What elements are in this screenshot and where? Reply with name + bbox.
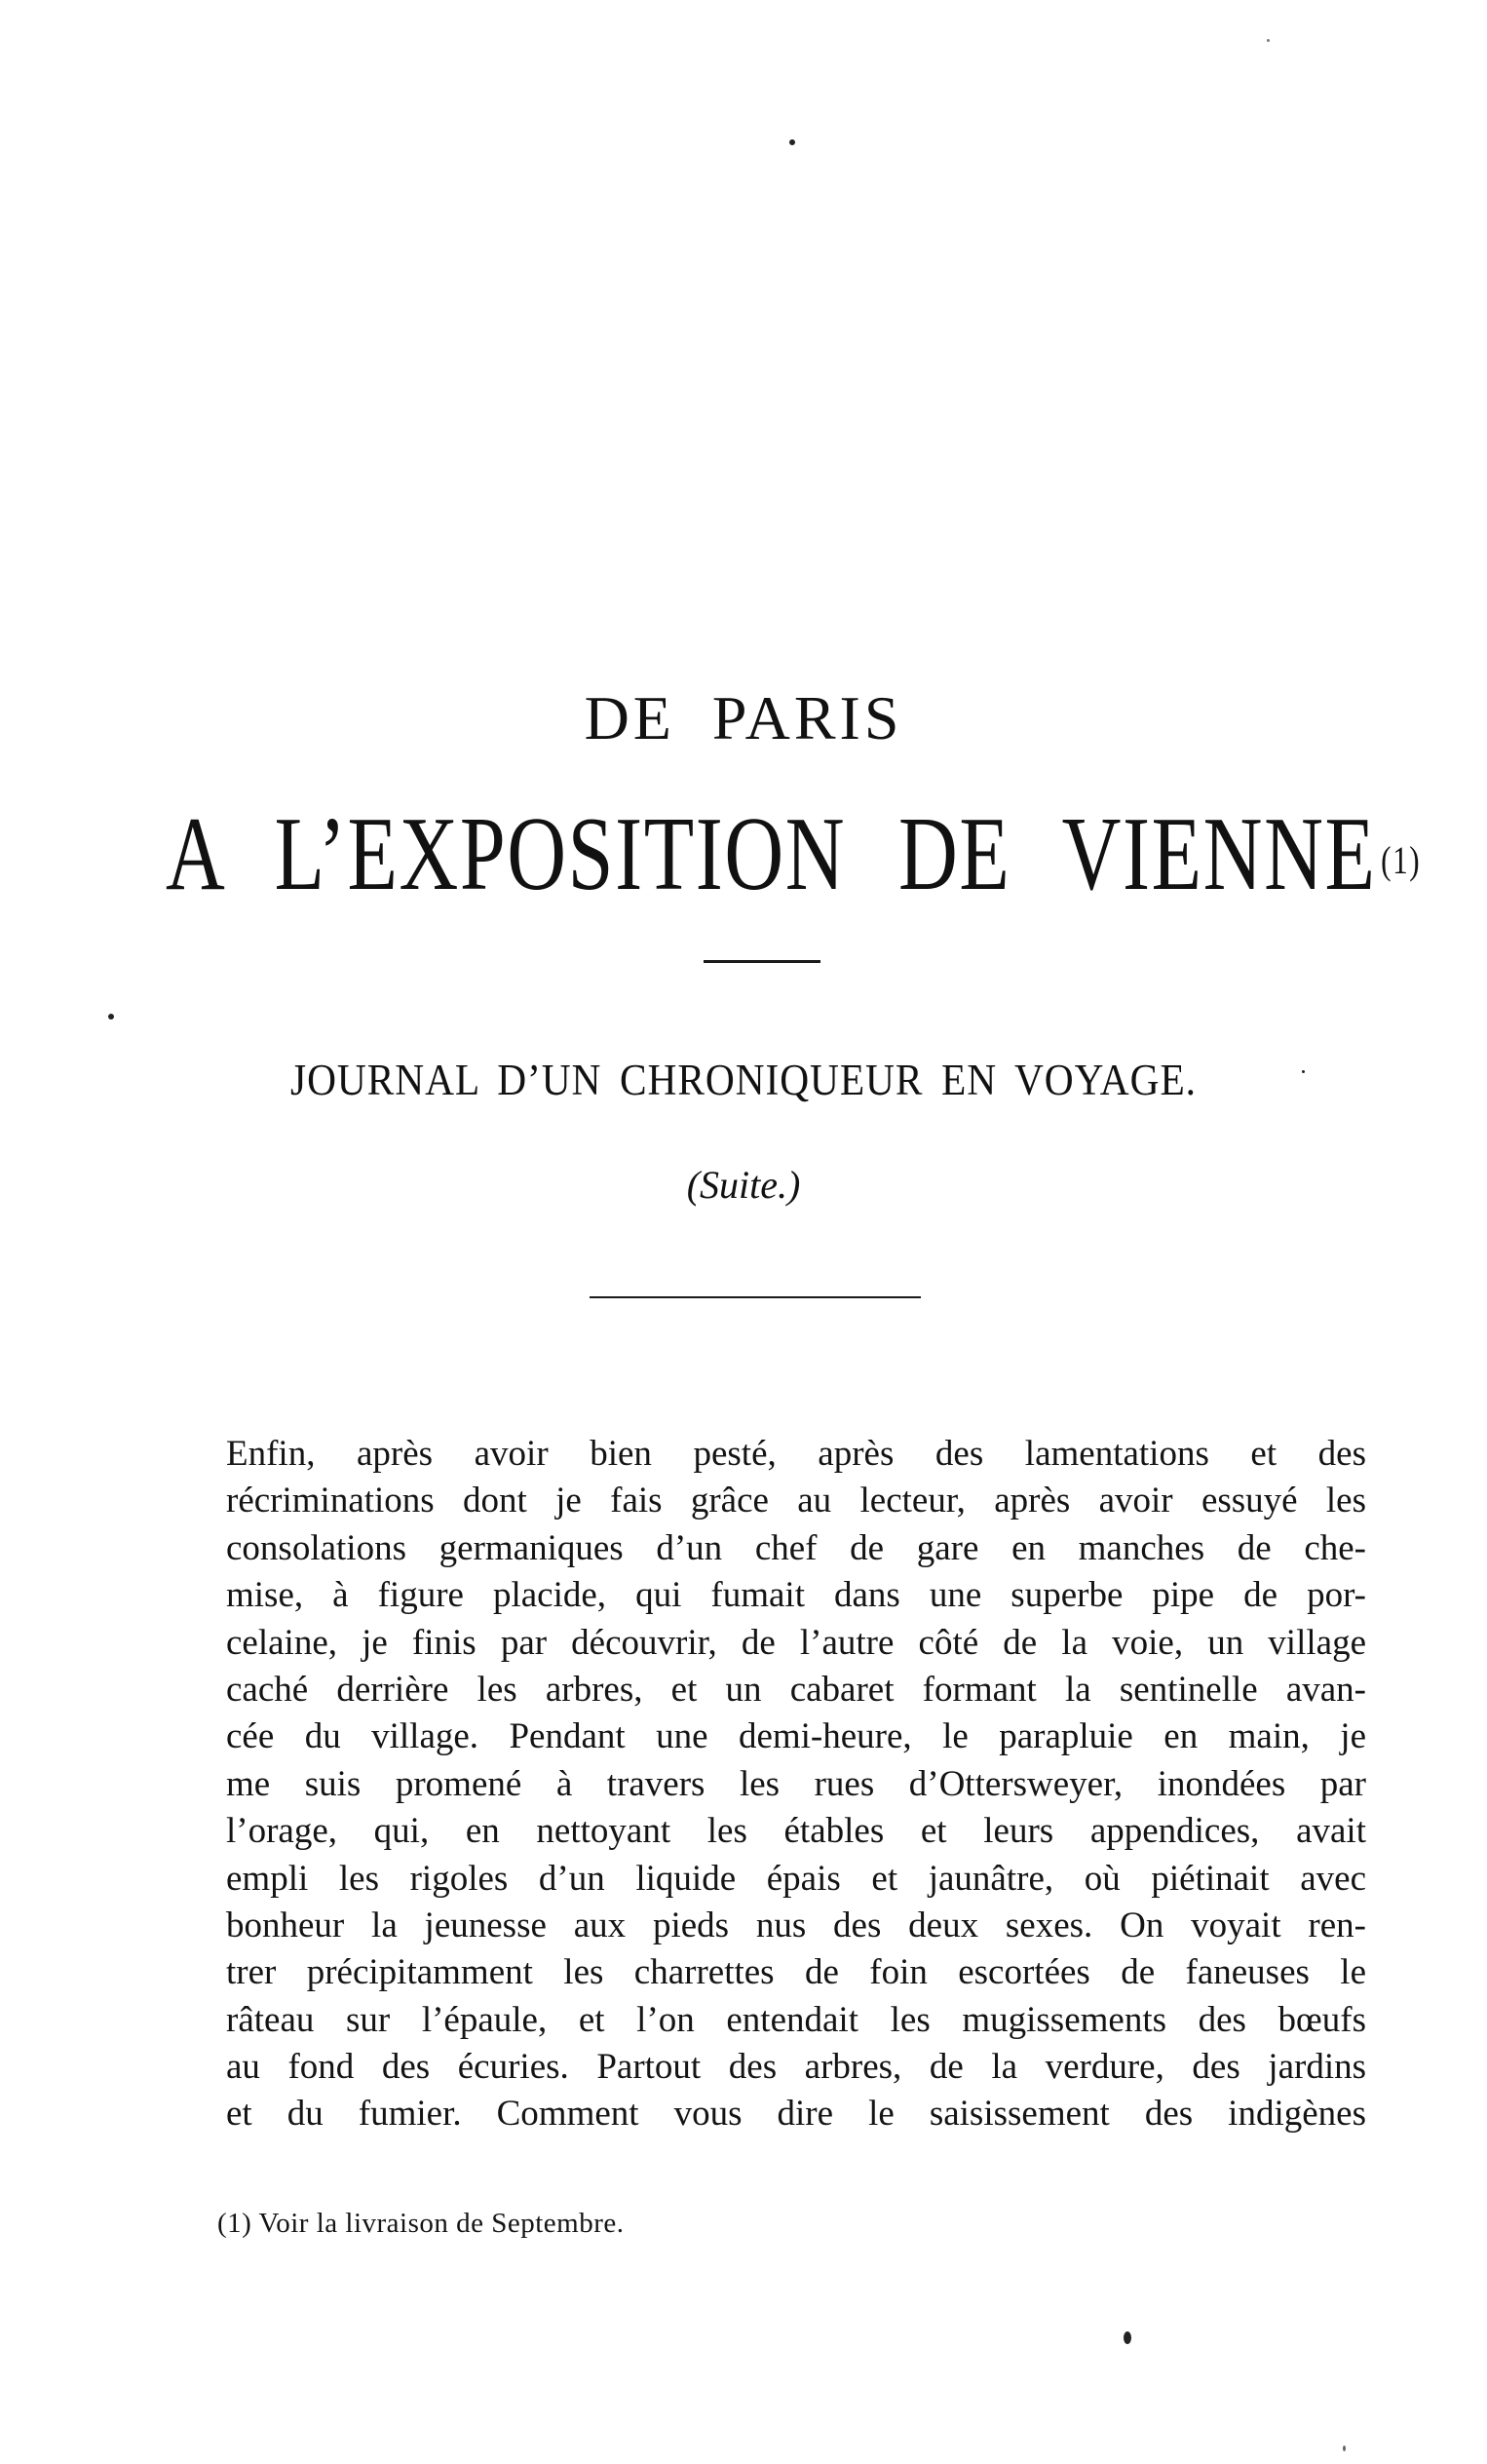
continuation-label: [0, 1162, 1487, 1208]
body-line: consolations germaniques d’un chef de gare en manches de che-: [226, 1527, 1366, 1568]
ink-speck: [1267, 39, 1270, 42]
long-divider-rule: [590, 1296, 921, 1298]
ink-speck: [789, 139, 795, 145]
ink-speck: [1302, 1070, 1305, 1073]
body-line: récriminations dont je fais grâce au lecteur, après avoir essuyé les: [226, 1481, 1366, 1521]
body-line: trer précipitamment les charrettes de foin escortées de faneuses le: [226, 1952, 1366, 1993]
body-line: Enfin, après avoir bien pesté, après des lamentations et des: [226, 1434, 1366, 1474]
body-line: empli les rigoles d’un liquide épais et jaunâtre, où piétinait avec: [226, 1858, 1366, 1899]
body-line: cée du village. Pendant une demi-heure, le parapluie en main, je: [226, 1716, 1366, 1757]
body-line: caché derrière les arbres, et un cabaret formant la sentinelle avan-: [226, 1669, 1366, 1710]
short-divider-rule: [704, 960, 820, 963]
continuation-text: (Suite.): [686, 1163, 801, 1207]
footnote: (1) Voir la livraison de Septembre.: [217, 2208, 625, 2239]
ink-speck: [1343, 2445, 1346, 2451]
body-paragraph: [226, 1431, 1366, 2138]
ink-speck: [1124, 2331, 1131, 2344]
subtitle: JOURNAL D’UN CHRONIQUEUR EN VOYAGE.: [290, 1056, 1197, 1104]
body-line: me suis promené à travers les rues d’Ottersweyer, inondées par: [226, 1763, 1366, 1804]
body-line: bonheur la jeunesse aux pieds nus des deux sexes. On voyait ren-: [226, 1905, 1366, 1945]
body-line: celaine, je finis par découvrir, de l’autre côté de la voie, un village: [226, 1622, 1366, 1663]
title-footnote-ref: (1): [1381, 838, 1422, 882]
title-line-1: DE PARIS: [584, 683, 903, 752]
title-line-2: [166, 796, 1422, 912]
title-main-text: A L’EXPOSITION DE VIENNE: [166, 796, 1377, 912]
body-line: râteau sur l’épaule, et l’on entendait les mugissements des bœufs: [226, 1999, 1366, 2040]
body-line: mise, à figure placide, qui fumait dans une superbe pipe de por-: [226, 1575, 1366, 1616]
body-line: et du fumier. Comment vous dire le saisissement des indigènes: [226, 2094, 1366, 2135]
body-line: l’orage, qui, en nettoyant les étables et leurs appendices, avait: [226, 1811, 1366, 1852]
ink-speck: [108, 1014, 114, 1020]
body-line: au fond des écuries. Partout des arbres, de la verdure, des jardins: [226, 2047, 1366, 2088]
